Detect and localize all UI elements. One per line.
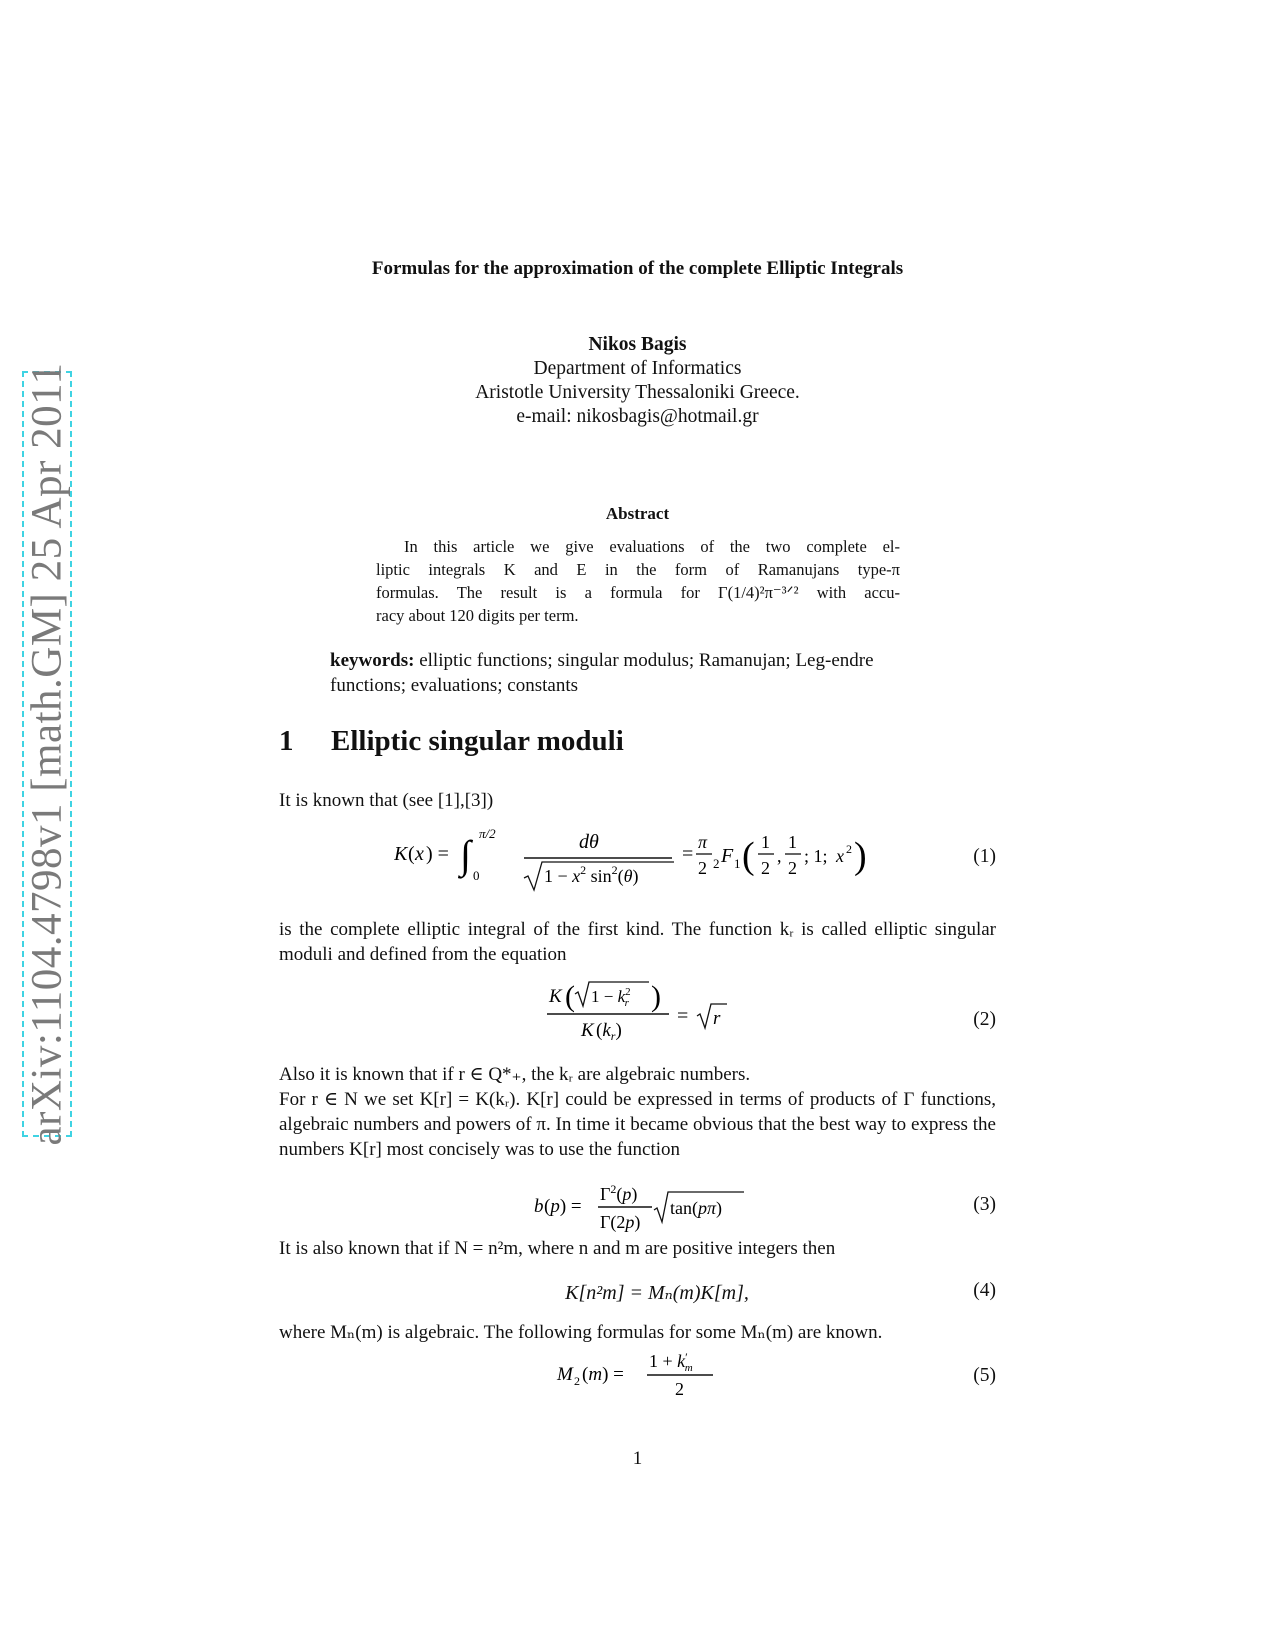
- page-number: 1: [632, 1448, 643, 1469]
- section-number: 1: [279, 725, 294, 757]
- abstract-line: liptic integrals K and E in the form of Ramanujans type-π: [376, 560, 900, 579]
- svg-text:0: 0: [473, 868, 480, 883]
- svg-text:K: K: [394, 843, 408, 865]
- svg-text:2: 2: [788, 858, 797, 878]
- svg-text:K: K: [581, 1020, 594, 1041]
- svg-text:2: 2: [761, 858, 770, 878]
- svg-text:x: x: [415, 843, 424, 865]
- section-title: Elliptic singular moduli: [331, 725, 624, 757]
- svg-text:K: K: [549, 986, 562, 1007]
- abstract-line: racy about 120 digits per term.: [376, 606, 579, 625]
- equation-4: K[n²m] = Mₙ(m)K[m],: [565, 1282, 749, 1304]
- svg-text:=: =: [682, 843, 694, 865]
- svg-text:(kr): $(k_r)$: [596, 1020, 622, 1043]
- svg-text:(: (: [742, 835, 755, 877]
- author-university: Aristotle University Thessaloniki Greece.: [475, 382, 800, 403]
- keywords: [330, 649, 947, 698]
- equation-number: (1): [973, 846, 996, 867]
- svg-text:(: (: [408, 843, 415, 865]
- svg-text:2: 2: [675, 1379, 684, 1399]
- author-email: e-mail: nikosbagis@hotmail.gr: [516, 406, 759, 427]
- equation-5: [555, 1345, 725, 1401]
- svg-text:; 1;: ; 1;: [804, 846, 828, 866]
- svg-text:2: 2: [713, 856, 720, 871]
- svg-text:): ): [854, 835, 867, 877]
- paragraph: It is known that (see [1],[3]): [279, 790, 494, 811]
- equation-1: [394, 818, 894, 894]
- abstract-line: formulas. The result is a formula for Γ(1/4)²π⁻³ᐟ² with accu-: [376, 583, 900, 602]
- paragraph: is the complete elliptic integral of the first kind. The function kᵣ is called elliptic singular moduli and defined from the equation: [279, 919, 996, 965]
- svg-text:(m) =: (m) =: [582, 1364, 624, 1385]
- svg-text:2: 2: [846, 842, 852, 856]
- equation-1-graphic: [394, 818, 894, 894]
- section-heading: [279, 725, 624, 758]
- equation-number: (5): [973, 1365, 996, 1386]
- svg-text:dθ: dθ: [579, 831, 599, 853]
- equation-2-graphic: [545, 978, 745, 1044]
- svg-text:=: =: [677, 1005, 689, 1027]
- equation-2: [545, 978, 745, 1044]
- equation-number: (3): [973, 1194, 996, 1215]
- svg-text:1: 1: [788, 832, 797, 852]
- svg-text:F: F: [721, 845, 734, 867]
- svg-text:π/2: π/2: [479, 826, 496, 841]
- svg-text:π: π: [698, 832, 708, 852]
- abstract-line: In this article we give evaluations of the two complete el-: [404, 537, 900, 556]
- author-department: Department of Informatics: [533, 358, 742, 379]
- svg-text:(: (: [565, 980, 575, 1013]
- paragraph: For r ∈ N we set K[r] = K(kᵣ). K[r] could be expressed in terms of products of Γ functions, algebraic numbers and powers of π. In time it became obvious that the best way to express the numbers K[r] most concisely was to use the function: [279, 1089, 996, 1160]
- equation-number: (2): [973, 1009, 996, 1030]
- svg-text:∫: ∫: [460, 832, 471, 877]
- svg-text:b: b: [534, 1196, 544, 1217]
- paper-title: Formulas for the approximation of the complete Elliptic Integrals: [371, 258, 904, 279]
- abstract-heading: Abstract: [605, 504, 670, 523]
- svg-text:tan(pπ): tan(pπ): [670, 1198, 723, 1218]
- equation-5-graphic: [555, 1345, 725, 1401]
- svg-text:) =: ) =: [426, 843, 449, 865]
- paragraph: Also it is known that if r ∈ Q*₊, the kᵣ are algebraic numbers.: [279, 1064, 751, 1085]
- equation-number: (4): [973, 1280, 996, 1301]
- svg-text:(p) =: (p) =: [544, 1196, 582, 1217]
- svg-text:1 − k2r: $1 - k^2$ r: [591, 986, 631, 1009]
- svg-text:1: 1: [761, 832, 770, 852]
- svg-text:2: 2: [574, 1374, 580, 1388]
- keywords-text: elliptic functions; singular modulus; Ramanujan; Leg-endre functions; evaluations; constants: [330, 650, 874, 696]
- equation-3-graphic: [532, 1178, 752, 1234]
- keywords-label: keywords:: [330, 650, 415, 671]
- svg-text:Γ(2p): Γ(2p): [600, 1212, 641, 1232]
- svg-text:1 − x2 sin2(θ): $1 - x^2$ $\sin^2(\theta)$: [544, 863, 639, 886]
- paragraph: It is also known that if N = n²m, where n and m are positive integers then: [279, 1238, 836, 1259]
- svg-text:M: M: [557, 1364, 573, 1385]
- svg-text:r: r: [713, 1008, 721, 1029]
- abstract-body: [376, 535, 900, 627]
- svg-text:2: 2: [698, 858, 707, 878]
- svg-text:x: x: [836, 846, 844, 866]
- svg-text:1 + k′m: 1 + k′ m: [649, 1350, 693, 1374]
- arxiv-identifier: arXiv:1104.4798v1 [math.GM] 25 Apr 2011: [23, 362, 71, 1146]
- author-name: Nikos Bagis: [588, 334, 687, 355]
- svg-text:Γ2(p): $\Gamma^2(p)$: [600, 1182, 638, 1204]
- svg-text:1: 1: [734, 856, 741, 871]
- equation-3: [532, 1178, 752, 1234]
- svg-text:,: ,: [777, 846, 782, 866]
- svg-text:): ): [651, 980, 661, 1013]
- paragraph: where Mₙ(m) is algebraic. The following formulas for some Mₙ(m) are known.: [279, 1322, 883, 1343]
